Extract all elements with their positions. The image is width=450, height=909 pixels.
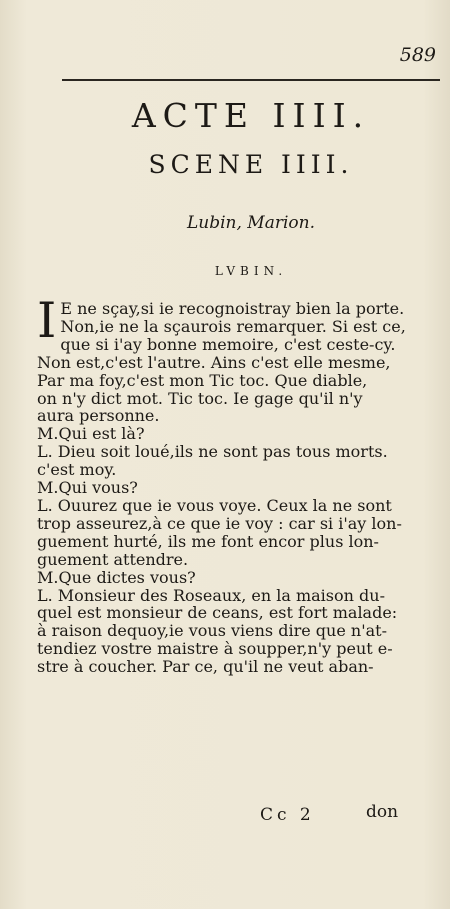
text-line: M.Qui est là?: [37, 424, 145, 444]
text-line: Non est,c'est l'autre. Ains c'est elle mesme,: [37, 352, 391, 372]
text-line: L. Dieu soit loué,ils ne sont pas tous morts.: [37, 442, 388, 462]
character-list: Lubin, Marion.: [186, 213, 315, 233]
text-line: stre à coucher. Par ce, qu'il ne veut aban-: [37, 657, 374, 677]
text-line: tendiez vostre maistre à soupper,n'y peut e-: [37, 639, 393, 659]
text-line: M.Que dictes vous?: [37, 567, 196, 587]
text-line: L. Ouurez que ie vous voye. Ceux la ne sont: [37, 495, 392, 515]
text-line: Non,ie ne la sçaurois remarquer. Si est ce,: [60, 316, 406, 336]
text-line: L. Monsieur des Roseaux, en la maison du-: [37, 585, 385, 605]
drop-cap: I: [37, 292, 57, 349]
text-line: on n'y dict mot. Tic toc. Ie gage qu'il n'y: [37, 388, 363, 408]
catchword: don: [366, 802, 399, 822]
scene-title: SCENE IIII.: [148, 150, 354, 179]
speaker-heading: LVBIN.: [214, 264, 288, 278]
text-line: à raison dequoy,ie vous viens dire que n'at-: [37, 621, 387, 641]
text-line: guement hurté, ils me font encor plus lon-: [37, 531, 379, 551]
text-line: E ne sçay,si ie recognoistray bien la porte.: [60, 299, 405, 318]
text-line: quel est monsieur de ceans, est fort malade:: [37, 603, 398, 623]
text-line: guement attendre.: [37, 549, 189, 569]
dialogue-text: [37, 292, 425, 677]
act-title: ACTE IIII.: [131, 96, 371, 135]
signature-mark: Cc 2: [260, 805, 315, 825]
text-line: aura personne.: [37, 406, 160, 426]
text-line: c'est moy.: [37, 460, 117, 480]
page-number: 589: [399, 44, 436, 66]
text-line: M.Qui vous?: [37, 478, 138, 498]
text-line: Par ma foy,c'est mon Tic toc. Que diable,: [37, 370, 368, 390]
text-line: que si i'ay bonne memoire, c'est ceste-cy.: [60, 334, 396, 354]
text-line: trop asseurez,à ce que ie voy : car si i'ay lon-: [37, 513, 402, 533]
header-rule: [62, 79, 440, 81]
